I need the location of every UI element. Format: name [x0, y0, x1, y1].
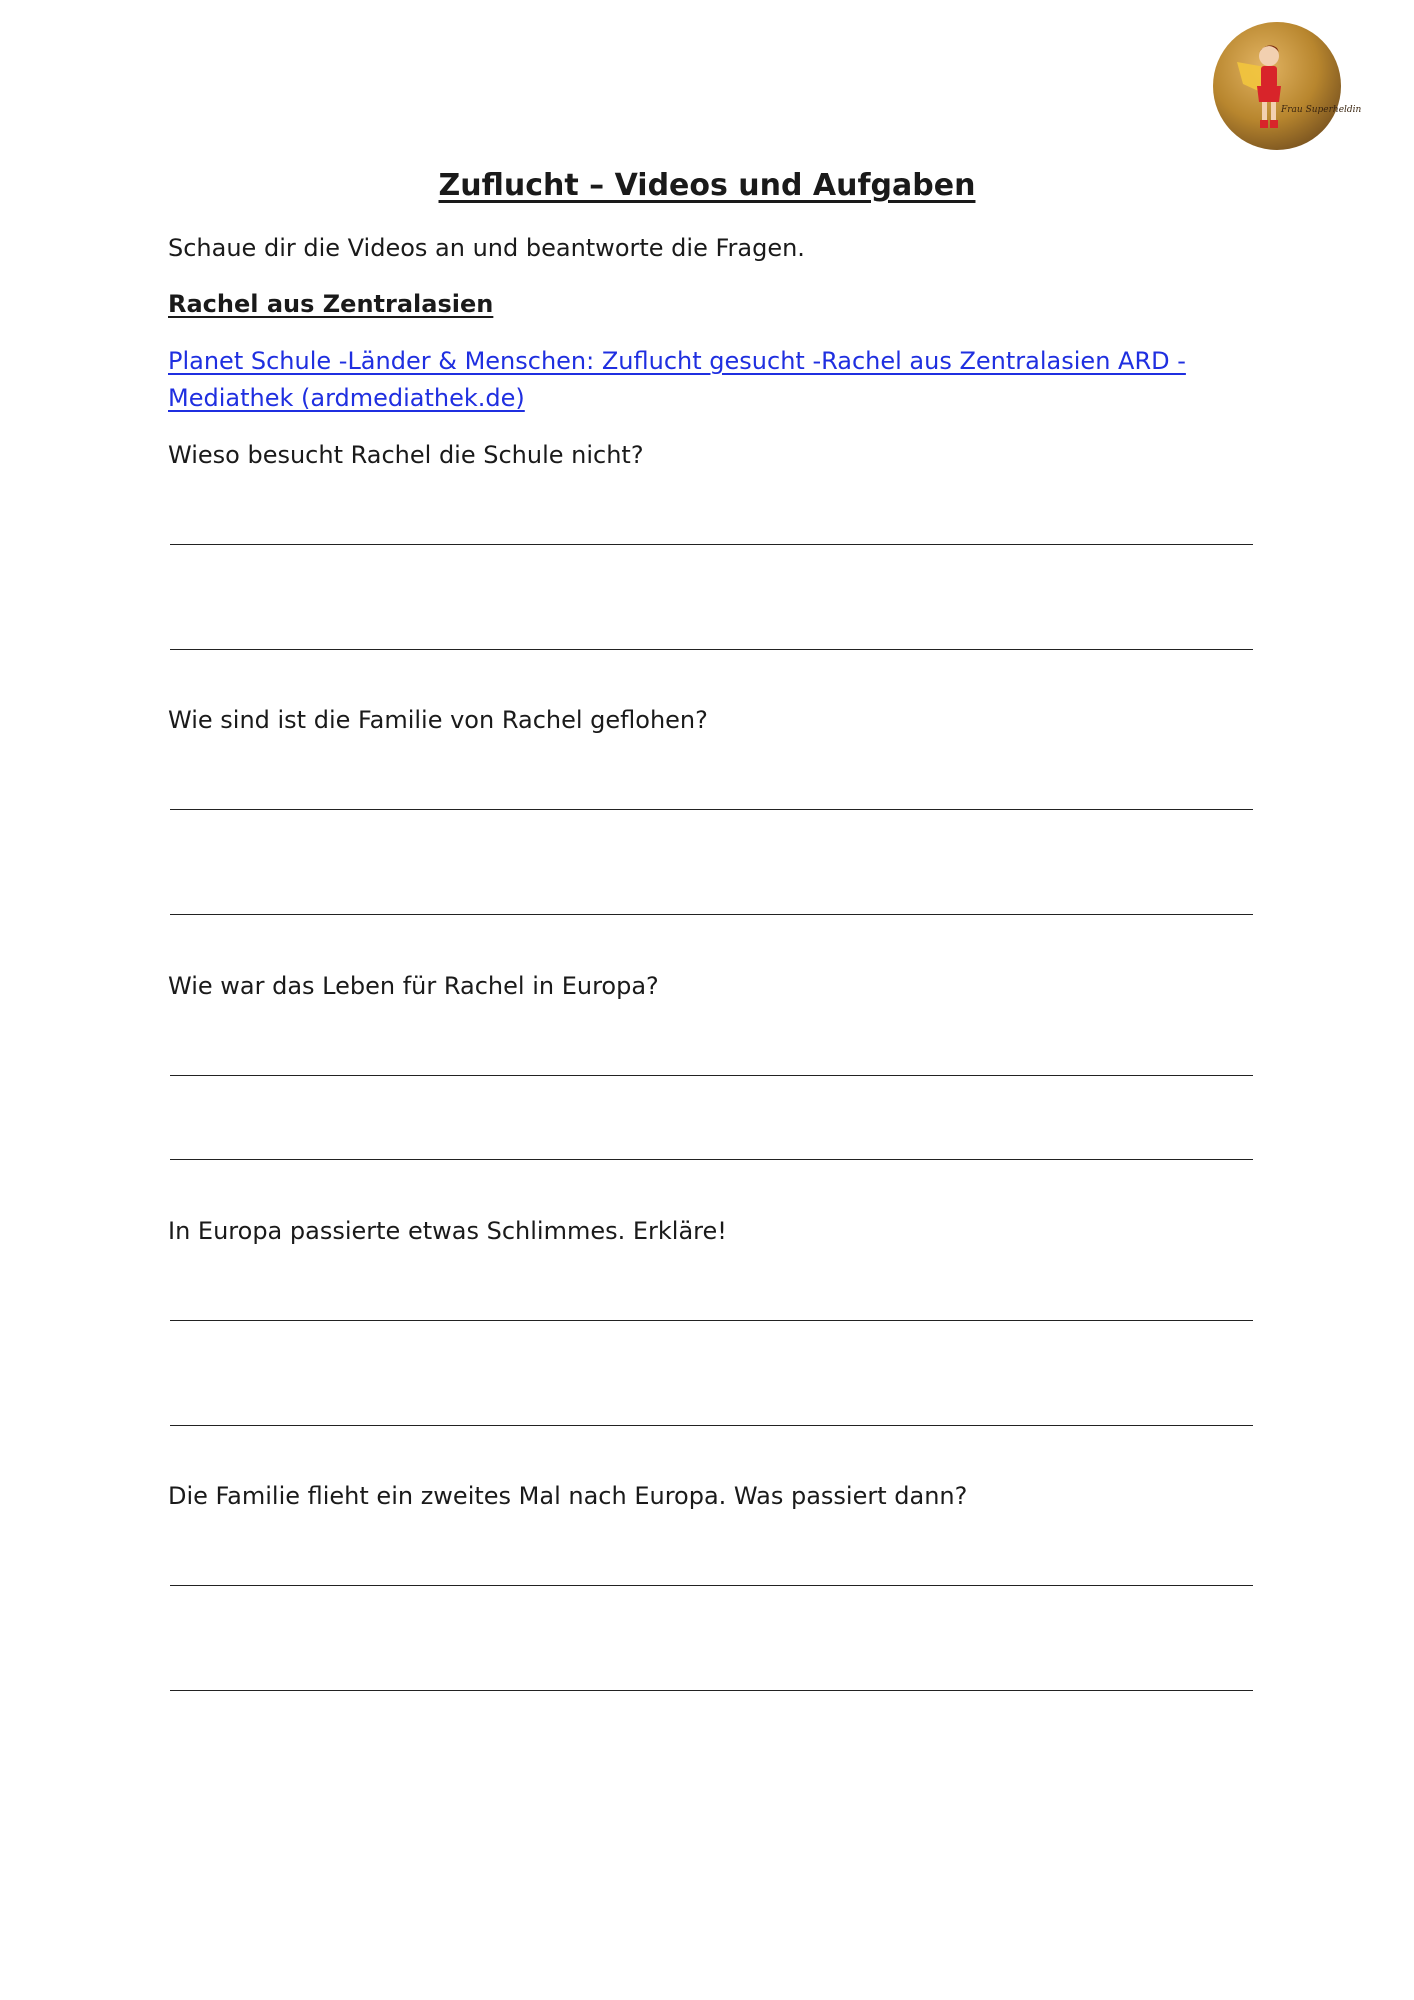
- answer-line-2b[interactable]: [170, 914, 1253, 915]
- author-logo: [1213, 22, 1362, 150]
- question-2: Wie sind ist die Familie von Rachel geflohen?: [168, 706, 708, 734]
- question-3: Wie war das Leben für Rachel in Europa?: [168, 972, 659, 1000]
- question-1: Wieso besucht Rachel die Schule nicht?: [168, 441, 644, 469]
- answer-line-2a[interactable]: [170, 809, 1253, 810]
- question-5: Die Familie flieht ein zweites Mal nach Europa. Was passiert dann?: [168, 1482, 968, 1510]
- answer-line-4b[interactable]: [170, 1425, 1253, 1426]
- superheroine-logo-icon: [1213, 22, 1362, 150]
- worksheet-title: Zuflucht – Videos und Aufgaben: [438, 168, 976, 203]
- answer-line-1b[interactable]: [170, 649, 1253, 650]
- answer-line-4a[interactable]: [170, 1320, 1253, 1321]
- answer-line-5a[interactable]: [170, 1585, 1253, 1586]
- instructions: Schaue dir die Videos an und beantworte die Fragen.: [168, 234, 805, 262]
- answer-line-3a[interactable]: [170, 1075, 1253, 1076]
- answer-line-1a[interactable]: [170, 544, 1253, 545]
- answer-line-3b[interactable]: [170, 1159, 1253, 1160]
- video-link[interactable]: Planet Schule -Länder & Menschen: Zuflucht gesucht -Rachel aus Zentralasien ARD - Mediathek (ardmediathek.de): [168, 347, 1186, 412]
- section-heading: Rachel aus Zentralasien: [168, 290, 494, 318]
- svg-text:Frau Superheldin: Frau Superheldin: [1281, 105, 1362, 115]
- question-4: In Europa passierte etwas Schlimmes. Erkläre!: [168, 1217, 727, 1245]
- answer-line-5b[interactable]: [170, 1690, 1253, 1691]
